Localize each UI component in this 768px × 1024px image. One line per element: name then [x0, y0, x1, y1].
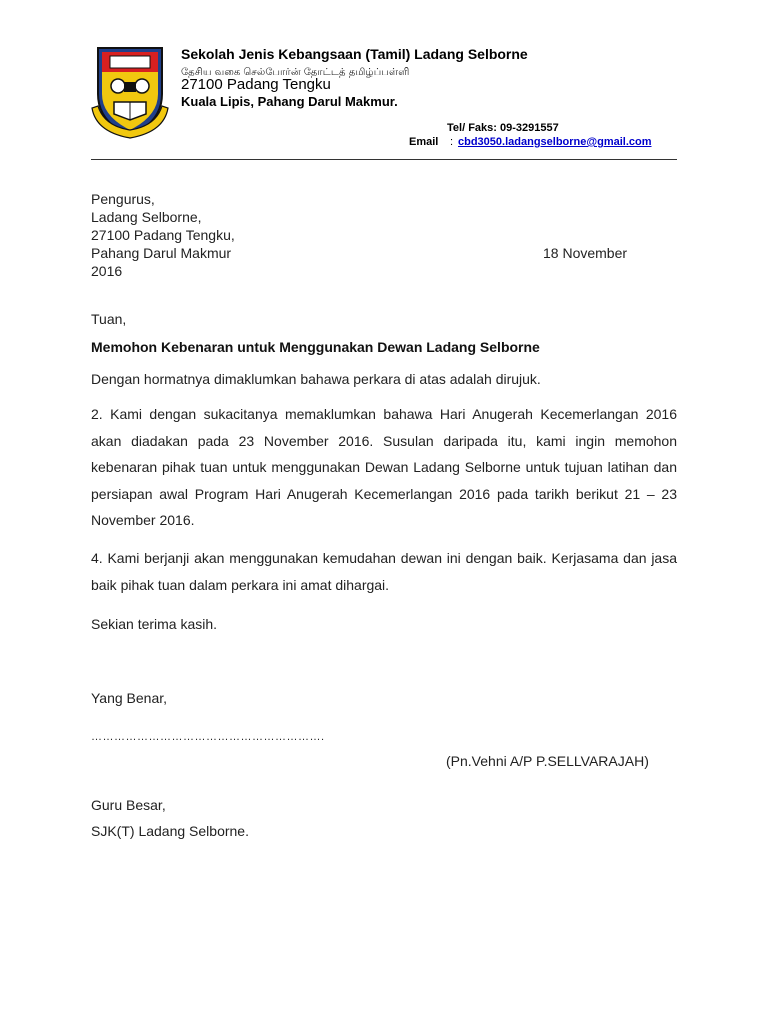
recipient-line: Pahang Darul Makmur	[91, 245, 232, 261]
intro-paragraph: Dengan hormatnya dimaklumkan bahawa perkara di atas adalah dirujuk.	[91, 371, 541, 387]
recipient-line: Ladang Selborne,	[91, 209, 202, 225]
email-link[interactable]: cbd3050.ladangselborne@gmail.com	[458, 136, 652, 148]
school-tamil-name: தேசிய வகை செல்போர்ன் தோட்டத் தமிழ்ப்பள்ளி	[181, 67, 410, 78]
school-postcode-town: 27100 Padang Tengku	[181, 76, 331, 93]
signatory-title: Guru Besar,	[91, 797, 166, 813]
salutation: Tuan,	[91, 311, 127, 327]
school-district: Kuala Lipis, Pahang Darul Makmur.	[181, 94, 398, 109]
recipient-line: 2016	[91, 263, 123, 279]
paragraph-2: 2. Kami dengan sukacitanya memaklumkan bahawa Hari Anugerah Kecemerlangan 2016 akan diadakan pada 23 November 2016. Susulan daripada itu, kami ingin memohon kebenaran pihak tuan untuk menggunakan Dewan Ladang Selborne untuk tujuan latihan dan persiapan awal Program Hari Anugerah Kecemerlangan 2016 pada tarikh berikut 21 – 23 November 2016.	[91, 406, 677, 528]
email-separator: :	[450, 136, 454, 148]
letter-subject: Memohon Kebenaran untuk Menggunakan Dewan Ladang Selborne	[91, 339, 540, 355]
signature-line: …………………………………………………….	[91, 731, 325, 743]
recipient-line: Pengurus,	[91, 191, 155, 207]
letterhead-divider	[91, 159, 677, 160]
signatory-name: (Pn.Vehni A/P P.SELLVARAJAH)	[446, 753, 649, 769]
tel-fax: Tel/ Faks: 09-3291557	[447, 122, 559, 134]
sign-off: Yang Benar,	[91, 690, 168, 706]
closing: Sekian terima kasih.	[91, 616, 218, 632]
email-label: Email	[409, 136, 439, 148]
letter-date: 18 November	[543, 245, 628, 261]
recipient-address	[91, 190, 235, 280]
school-org: SJK(T) Ladang Selborne.	[91, 823, 249, 839]
school-name: Sekolah Jenis Kebangsaan (Tamil) Ladang Selborne	[181, 46, 528, 62]
recipient-line: 27100 Padang Tengku,	[91, 227, 235, 243]
paragraph-4: 4. Kami berjanji akan menggunakan kemudahan dewan ini dengan baik. Kerjasama dan jasa baik pihak tuan dalam perkara ini amat dihargai.	[91, 550, 677, 593]
school-crest-logo	[90, 42, 170, 140]
